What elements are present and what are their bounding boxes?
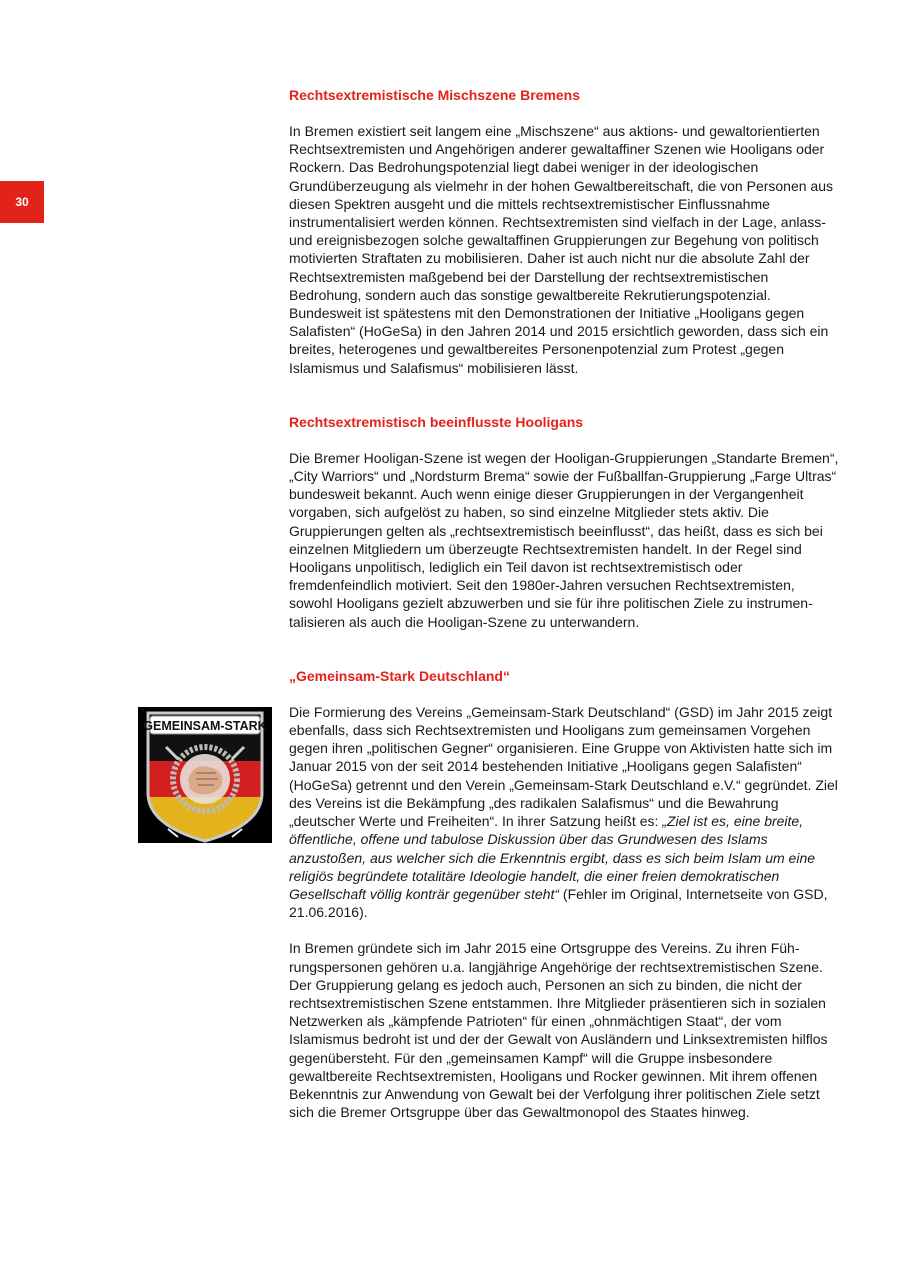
paragraph-hooligans: Die Bremer Hooligan-Szene ist wegen der Hooligan-Gruppierungen „Standarte Bremen“, „City Warriors“ und „Nordsturm Brema“ sowie der Fußballfan-Gruppierung „Farge Ultras“ bundesweit bekannt. Auch wenn einige dieser Gruppierungen in der Vergangenheit vorgaben, sich aufgelöst zu haben, so sind einzelne Mitglieder stets aktiv. Die Gruppierungen gelten als „rechtsextremistisch beeinflusst“, das heißt, dass es sich bei einzelnen Mitgliedern um überzeugte Rechtsextremisten handelt. In der Regel sind Hooligans unpolitisch, lediglich ein Teil davon ist rechtsextremistisch oder fremdenfeindlich motiviert. Seit den 1980er-Jahren versuchen Rechtsextremisten, sowohl Hooligans gezielt abzuwerben und sie für ihre politischen Ziele zu instrumentalisieren als auch die Hooligan-Szene zu unterwandern. xyxy=(289,449,839,630)
gsd-logo-image xyxy=(138,707,272,843)
paragraph-mischszene: In Bremen existiert seit langem eine „Mischszene“ aus aktions- und gewaltorientierten Rechtsextremisten und Angehörigen anderer gewaltaffiner Szenen wie Hooligans oder Rockern. Das Bedrohungspotenzial liegt dabei weniger in der ideologischen Grundüberzeugung als vielmehr in der hohen Gewaltbereitschaft, die von Personen aus diesen Spektren ausgeht und die mittels rechtsextremistischer Einflussnahme instrumentalisiert werden können. Rechtsextremisten sind vielfach in der Lage, anlass- und ereignisbezogen solche gewaltaffinen Gruppierungen zur Begehung von politisch motivierten Straftaten zu mobilisieren. Daher ist auch nicht nur die absolute Zahl der Rechtsextremisten maßgebend bei der Darstellung der rechtsextremistischen Bedrohung, sondern auch das sonstige gewaltbereite Rekrutierungspotenzial. Bundesweit ist spätestens mit den Demonstrationen der Initiative „Hooligans gegen Salafisten“ (HoGeSa) in den Jahren 2014 und 2015 ersichtlich geworden, dass sich ein breites, heterogenes und gewaltbereites Personenpotenzial zum Protest „gegen Islamismus und Salafismus“ mobilisieren lässt. xyxy=(289,123,833,376)
gsd-source-note: (Fehler im Original, Internetseite von GSD, 21.06.2016). xyxy=(289,885,828,921)
paragraph-gsd-bremen: In Bremen gründete sich im Jahr 2015 eine Ortsgruppe des Vereins. Zu ihren Führungspersonen gehören u.a. langjährige Angehörige der rechtsextremistischen Szene. Der Gruppierung gelang es jedoch auch, Personen an sich zu binden, die nicht der rechtsextremistischen Szene entstammen. Ihre Mitglieder präsentieren sich in sozialen Netzwerken als „kämpfende Patrioten“ für einen „ohnmächtigen Staat“, der vom Islamismus bedroht ist und der der Gewalt von Ausländern und Linksextremisten hilflos gegenübersteht. Für den „gemeinsamen Kampf“ will die Gruppe insbesondere gewaltbereite Rechtsextremisten, Hooligans und Rocker gewinnen. Mit ihrem offenen Bekenntnis zur Anwendung von Gewalt bei der Verfolgung ihrer politischen Ziele setzt sich die Bremer Ortsgruppe über das Gewaltmonopol des Staates hinweg. xyxy=(289,940,828,1121)
gsd-statute-quote: „Ziel ist es, eine breite, öffentliche, offene und tabulose Diskussion über das Grundwesen des Islams anzustoßen, aus welcher sich die Erkenntnis ergibt, dass es sich beim Islam um eine religiös begründete totalitäre Ideologie handelt, die einer freien demokratischen Gesellschaft völlig konträr gegenüber steht“ xyxy=(289,813,816,902)
page-number: 30 xyxy=(15,195,29,209)
section-heading-hooligans: Rechtsextremistisch beeinflusste Hooligans xyxy=(289,413,584,430)
section-heading-mischszene: Rechtsextremistische Mischszene Bremens xyxy=(289,87,581,103)
page-number-tab xyxy=(0,181,44,223)
gsd-shield-icon xyxy=(138,707,272,843)
logo-text: GEMEINSAM-STARK xyxy=(143,719,267,733)
gsd-formation-text: Die Formierung des Vereins „Gemeinsam-Stark Deutschland“ (GSD) im Jahr 2015 zeigt ebenfalls, dass sich Rechtsextremisten und Hooligans zum gemeinsamen Vorgehen gegen ihren „politischen Gegner“ organisieren. Eine Gruppe von Aktivisten hatte sich im Januar 2015 von der seit 2014 bestehenden Initiative „Hooligans gegen Salafisten“ (HoGeSa) getrennt und den Verein „Gemeinsam-Stark Deutschland e.V.“ gegründet. Ziel des Vereins ist die Bekämpfung „des radikalen Salafismus“ und die Bewahrung „deutscher Werte und Freiheiten“. In ihrer Satzung heißt es: xyxy=(289,703,838,830)
main-content xyxy=(289,86,841,1121)
section-heading-gsd: „Gemeinsam-Stark Deutschland“ xyxy=(289,667,510,684)
paragraph-gsd-formation xyxy=(289,703,841,921)
